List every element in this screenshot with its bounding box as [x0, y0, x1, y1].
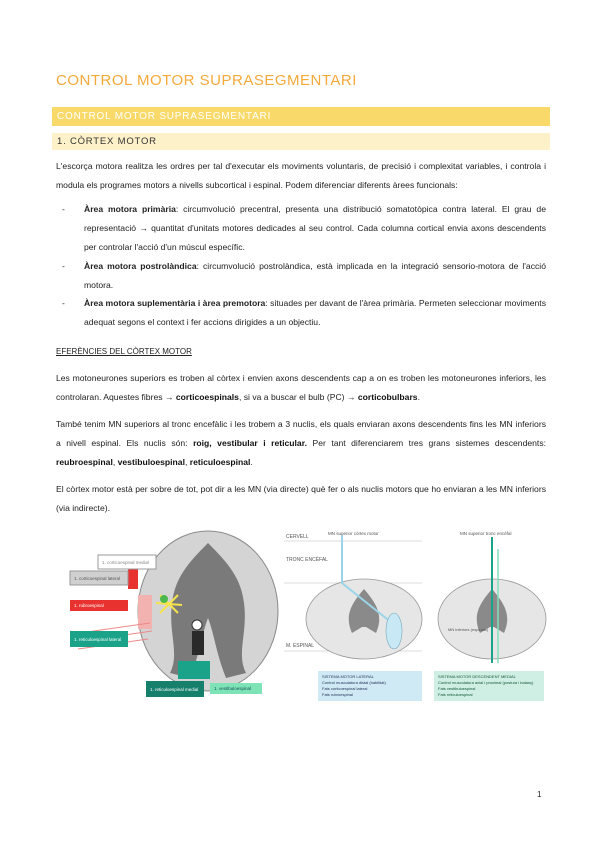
text-span: Per tant diferenciarem tres grans sistemes descendents:: [306, 438, 546, 448]
text-span: Les motoneurones superiors es troben al còrtex i envien axons descendents cap a on es troben les motoneurones inferiors, les controlaran. Aquestes fibres →: [56, 373, 546, 402]
label-tronc: TRONC ENCÈFAL: [286, 557, 328, 563]
bold-term: corticobulbars: [357, 392, 418, 402]
bullet-term: Àrea motora suplementària i àrea premotora: [84, 298, 266, 308]
paragraph-1: [56, 369, 546, 407]
list-item: [56, 200, 546, 257]
box-line: Fats corticoespinal lateral: [322, 686, 368, 691]
text-span: .: [250, 457, 253, 467]
box-line: Fats rubroespinal: [322, 692, 353, 697]
bullet-term: Àrea motora postrolàndica: [84, 261, 197, 271]
efferents-heading: EFERÈNCIES DEL CÒRTEX MOTOR: [56, 347, 192, 356]
bold-term: vestibuloespinal: [117, 457, 185, 467]
bullet-text: : circumvolució postrolàndica, està implicada en la integració sensorio-motora de l'acció motora.: [84, 261, 546, 290]
intro-paragraph: L'escorça motora realitza les ordres per tal d'executar els moviments voluntaris, de precisió i complexitat variables, i controla i modula els programes motors a nivells subcortical i espinal. Podem diferenciar diferents àrees funcionals:: [56, 161, 546, 190]
bullet-dash: -: [62, 261, 65, 271]
label-cervell: CERVELL: [286, 534, 309, 540]
bullet-text: : circumvolució precentral, presenta una distribució somatotòpica contra lateral. El grau de representació → quantitat d'unitats motores dedicades al seu control. Cada columna cortical envia axons descendents per controlar l'acció d'un múscul específic.: [84, 204, 546, 252]
label-rubroespinal: 1. rubroespinal: [74, 603, 104, 608]
box-line: Fats vestibuloespinal: [438, 686, 476, 691]
list-item: [56, 294, 546, 332]
spinal-tracts-figure: [60, 523, 280, 701]
section-heading: CONTROL MOTOR SUPRASEGMENTARI: [52, 107, 550, 126]
list-item: [56, 257, 546, 295]
bullet-term: Àrea motora primària: [84, 204, 176, 214]
label-corticoespinal-medial: 1. corticoespinal medial: [102, 560, 150, 565]
bold-term: reubroespinal: [56, 457, 113, 467]
box-line: Fats reticuloespinal: [438, 692, 473, 697]
label-mn-superior-tronc: MN superior tronc encèfal: [460, 531, 512, 536]
bullet-dash: -: [62, 298, 65, 308]
page-number: 1: [537, 790, 542, 799]
text-span: .: [417, 392, 420, 402]
box-line: Control musculatura distal (habilitat): [322, 680, 386, 685]
descending-systems-figure: [282, 523, 548, 703]
bold-term: roig, vestibular i reticular.: [193, 438, 307, 448]
box-line: SISTEMA MOTOR DESCENDENT MEDIAL: [438, 674, 516, 679]
label-espinal: M. ESPINAL: [286, 643, 315, 649]
subsection-heading: 1. CÒRTEX MOTOR: [52, 133, 550, 150]
bold-term: corticoespinals: [175, 392, 239, 402]
paragraph-2: [56, 415, 546, 472]
label-vestibuloespinal: 1. vestibuloespinal: [214, 686, 252, 691]
label-mn-inferiors: MN inferiors (espinals): [448, 627, 489, 632]
bold-term: reticuloespinal: [189, 457, 251, 467]
text-span: ,: [184, 457, 190, 467]
text-span: , si va a buscar el bulb (PC) →: [238, 392, 358, 402]
box-line: SISTEMA MOTOR LATERAL: [322, 674, 374, 679]
paragraph-3: El còrtex motor està per sobre de tot, pot dir a les MN (via directe) què fer o als nuclis motors que ho enviaran a les MN inferiors (via indirecte).: [56, 484, 546, 513]
bullet-text: : situades per davant de l'àrea primària. Permeten seleccionar moviments adequat segons el context i fer accions dirigides a un objectiu.: [84, 298, 546, 327]
label-corticoespinal-lateral: 1. corticoespinal lateral: [74, 576, 121, 581]
label-mn-superior-cortex: MN superior còrtex motor: [328, 531, 379, 536]
bullet-dash: -: [62, 204, 65, 214]
text-span: També tenim MN superiors al tronc encefàlic i les trobem a 3 nuclis, els quals enviaran axons descendents fins les MN inferiors a nivell espinal. Els nuclis són:: [56, 419, 546, 448]
label-reticuloespinal-medial: 1. reticuloespinal medial: [150, 687, 199, 692]
label-reticuloespinal-lateral: 1. reticuloespinal lateral: [74, 637, 122, 642]
box-line: Control musculatura axial i proximal (postura i balanç): [438, 680, 534, 685]
text-span: ,: [112, 457, 118, 467]
page-title: CONTROL MOTOR SUPRASEGMENTARI: [56, 72, 357, 89]
